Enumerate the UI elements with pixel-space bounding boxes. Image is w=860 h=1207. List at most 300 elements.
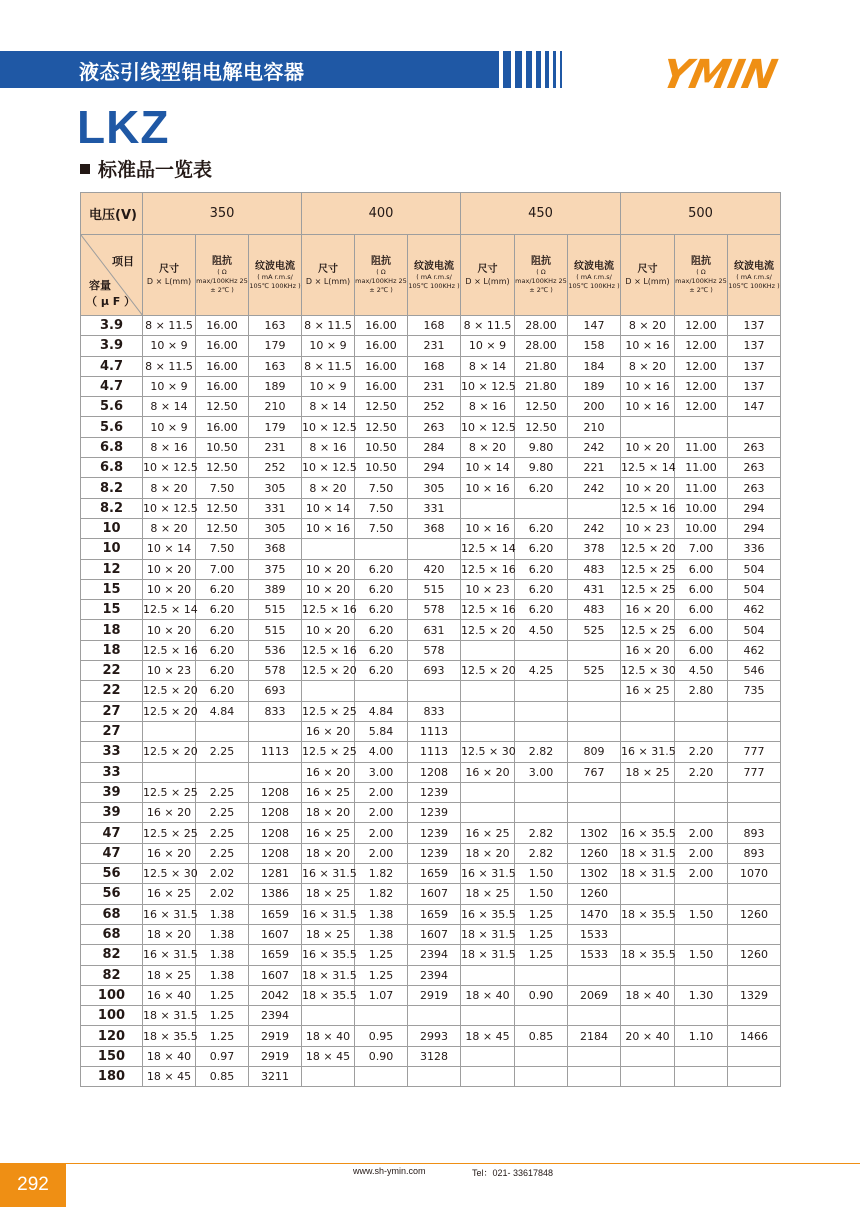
col-header-label: 尺寸 bbox=[477, 263, 498, 275]
ripple-cell: 3211 bbox=[249, 1066, 302, 1086]
ripple-cell bbox=[568, 782, 621, 802]
col-header-unit: ( mA r.m.s/ 105℃ 100KHz ) bbox=[408, 272, 460, 290]
impedance-cell: 1.25 bbox=[196, 985, 249, 1005]
size-cell: 16 × 20 bbox=[302, 721, 355, 741]
impedance-cell: 2.00 bbox=[355, 843, 408, 863]
capacitance-cell: 3.9 bbox=[81, 316, 143, 336]
impedance-cell: 6.20 bbox=[196, 681, 249, 701]
size-cell: 18 × 40 bbox=[621, 985, 675, 1005]
size-cell: 18 × 40 bbox=[461, 985, 515, 1005]
impedance-cell: 10.00 bbox=[675, 498, 728, 518]
impedance-cell: 16.00 bbox=[196, 417, 249, 437]
size-cell: 12.5 × 30 bbox=[621, 661, 675, 681]
impedance-cell: 0.85 bbox=[196, 1066, 249, 1086]
impedance-cell: 11.00 bbox=[675, 437, 728, 457]
size-cell: 8 × 20 bbox=[461, 437, 515, 457]
impedance-cell: 28.00 bbox=[515, 336, 568, 356]
spec-table-container bbox=[80, 192, 780, 1087]
table-row bbox=[81, 437, 781, 457]
impedance-cell bbox=[515, 681, 568, 701]
ripple-cell: 378 bbox=[568, 539, 621, 559]
impedance-cell: 4.50 bbox=[515, 620, 568, 640]
ripple-cell: 2069 bbox=[568, 985, 621, 1005]
impedance-cell: 12.00 bbox=[675, 316, 728, 336]
size-cell: 18 × 31.5 bbox=[621, 843, 675, 863]
capacitance-cell: 27 bbox=[81, 701, 143, 721]
ripple-cell: 1607 bbox=[408, 924, 461, 944]
impedance-cell: 1.38 bbox=[196, 945, 249, 965]
size-cell: 18 × 35.5 bbox=[621, 904, 675, 924]
ripple-cell: 137 bbox=[728, 336, 781, 356]
size-cell: 18 × 20 bbox=[302, 843, 355, 863]
impedance-cell bbox=[515, 498, 568, 518]
capacitance-cell: 82 bbox=[81, 945, 143, 965]
spec-table bbox=[80, 192, 781, 1087]
impedance-cell: 6.20 bbox=[196, 640, 249, 660]
ripple-cell: 1260 bbox=[568, 884, 621, 904]
impedance-cell: 16.00 bbox=[196, 316, 249, 336]
impedance-cell: 3.00 bbox=[515, 762, 568, 782]
size-cell: 16 × 31.5 bbox=[302, 904, 355, 924]
size-cell: 10 × 20 bbox=[302, 620, 355, 640]
capacitance-cell: 180 bbox=[81, 1066, 143, 1086]
col-header-ripple bbox=[568, 235, 621, 316]
impedance-cell: 1.38 bbox=[196, 924, 249, 944]
table-row bbox=[81, 498, 781, 518]
capacitance-cell: 68 bbox=[81, 904, 143, 924]
ripple-cell bbox=[568, 1046, 621, 1066]
size-cell bbox=[461, 1066, 515, 1086]
ripple-cell: 2394 bbox=[249, 1006, 302, 1026]
impedance-cell: 2.82 bbox=[515, 843, 568, 863]
impedance-cell bbox=[196, 762, 249, 782]
size-cell: 12.5 × 16 bbox=[621, 498, 675, 518]
ripple-cell: 833 bbox=[249, 701, 302, 721]
impedance-cell: 1.82 bbox=[355, 864, 408, 884]
size-cell: 12.5 × 25 bbox=[143, 782, 196, 802]
col-header-label: 尺寸 bbox=[637, 263, 658, 275]
impedance-cell: 12.00 bbox=[675, 397, 728, 417]
impedance-cell: 6.00 bbox=[675, 600, 728, 620]
size-cell: 18 × 31.5 bbox=[461, 924, 515, 944]
ripple-cell: 578 bbox=[408, 600, 461, 620]
table-row bbox=[81, 478, 781, 498]
size-cell: 18 × 25 bbox=[143, 965, 196, 985]
ripple-cell: 263 bbox=[728, 458, 781, 478]
size-cell bbox=[143, 721, 196, 741]
impedance-cell: 7.50 bbox=[196, 478, 249, 498]
col-header-label: 尺寸 bbox=[159, 263, 179, 275]
size-cell: 8 × 14 bbox=[143, 397, 196, 417]
impedance-cell: 1.50 bbox=[675, 904, 728, 924]
impedance-cell: 11.00 bbox=[675, 478, 728, 498]
ripple-cell bbox=[568, 1006, 621, 1026]
ripple-cell: 336 bbox=[728, 539, 781, 559]
impedance-cell bbox=[515, 701, 568, 721]
size-cell: 16 × 20 bbox=[302, 762, 355, 782]
capacitance-cell: 22 bbox=[81, 681, 143, 701]
impedance-cell bbox=[675, 1046, 728, 1066]
impedance-cell: 2.20 bbox=[675, 742, 728, 762]
impedance-cell bbox=[675, 1006, 728, 1026]
size-cell: 16 × 35.5 bbox=[461, 904, 515, 924]
impedance-cell: 2.02 bbox=[196, 884, 249, 904]
table-row bbox=[81, 742, 781, 762]
size-cell: 12.5 × 16 bbox=[302, 640, 355, 660]
table-row bbox=[81, 518, 781, 538]
capacitance-cell: 33 bbox=[81, 762, 143, 782]
col-header-size bbox=[461, 235, 515, 316]
impedance-cell bbox=[515, 721, 568, 741]
ripple-cell: 210 bbox=[249, 397, 302, 417]
size-cell: 18 × 45 bbox=[302, 1046, 355, 1066]
ripple-cell bbox=[728, 701, 781, 721]
col-header-ripple bbox=[728, 235, 781, 316]
ripple-cell: 462 bbox=[728, 600, 781, 620]
impedance-cell: 12.50 bbox=[196, 458, 249, 478]
ripple-cell: 2042 bbox=[249, 985, 302, 1005]
impedance-cell: 4.50 bbox=[675, 661, 728, 681]
ripple-cell: 389 bbox=[249, 579, 302, 599]
impedance-cell: 11.00 bbox=[675, 458, 728, 478]
impedance-cell: 21.80 bbox=[515, 356, 568, 376]
size-cell: 10 × 16 bbox=[461, 518, 515, 538]
size-cell bbox=[302, 681, 355, 701]
website-link[interactable]: www.sh-ymin.com bbox=[353, 1166, 426, 1176]
ripple-cell: 137 bbox=[728, 376, 781, 396]
impedance-cell: 6.20 bbox=[515, 559, 568, 579]
impedance-cell: 0.90 bbox=[355, 1046, 408, 1066]
table-row bbox=[81, 945, 781, 965]
size-cell: 12.5 × 14 bbox=[143, 600, 196, 620]
size-cell: 12.5 × 14 bbox=[621, 458, 675, 478]
ripple-cell: 631 bbox=[408, 620, 461, 640]
impedance-cell: 0.95 bbox=[355, 1026, 408, 1046]
col-header-unit: ( Ω max/100KHz 25 ± 2℃ ) bbox=[515, 268, 567, 294]
impedance-cell: 1.38 bbox=[196, 965, 249, 985]
ripple-cell bbox=[728, 721, 781, 741]
capacitance-cell: 4.7 bbox=[81, 376, 143, 396]
table-row bbox=[81, 397, 781, 417]
col-header-unit: D × L(mm) bbox=[625, 276, 670, 286]
col-header-unit: D × L(mm) bbox=[146, 276, 192, 286]
size-cell bbox=[302, 1066, 355, 1086]
size-cell: 16 × 25 bbox=[302, 823, 355, 843]
capacitance-cell: 3.9 bbox=[81, 336, 143, 356]
impedance-cell: 6.20 bbox=[355, 600, 408, 620]
size-cell: 12.5 × 25 bbox=[302, 742, 355, 762]
capacitance-cell: 150 bbox=[81, 1046, 143, 1066]
ripple-cell: 536 bbox=[249, 640, 302, 660]
capacitance-cell: 18 bbox=[81, 620, 143, 640]
impedance-cell: 21.80 bbox=[515, 376, 568, 396]
impedance-cell: 6.20 bbox=[196, 620, 249, 640]
ripple-cell: 294 bbox=[728, 518, 781, 538]
impedance-cell: 6.00 bbox=[675, 559, 728, 579]
impedance-cell: 2.20 bbox=[675, 762, 728, 782]
ripple-cell: 777 bbox=[728, 762, 781, 782]
size-cell: 18 × 20 bbox=[302, 803, 355, 823]
ripple-cell: 163 bbox=[249, 316, 302, 336]
impedance-cell: 1.25 bbox=[196, 1006, 249, 1026]
ripple-cell bbox=[568, 721, 621, 741]
ripple-cell: 1208 bbox=[249, 823, 302, 843]
ripple-cell: 1239 bbox=[408, 843, 461, 863]
table-row bbox=[81, 417, 781, 437]
impedance-cell bbox=[196, 721, 249, 741]
ripple-cell bbox=[728, 1006, 781, 1026]
voltage-350: 350 bbox=[143, 193, 302, 235]
impedance-cell bbox=[355, 1066, 408, 1086]
size-cell: 18 × 40 bbox=[143, 1046, 196, 1066]
size-cell: 10 × 16 bbox=[621, 336, 675, 356]
impedance-cell: 7.50 bbox=[196, 539, 249, 559]
size-cell bbox=[461, 640, 515, 660]
impedance-cell: 0.85 bbox=[515, 1026, 568, 1046]
ripple-cell: 168 bbox=[408, 356, 461, 376]
table-row bbox=[81, 336, 781, 356]
size-cell bbox=[461, 782, 515, 802]
ripple-cell: 893 bbox=[728, 823, 781, 843]
size-cell: 18 × 45 bbox=[461, 1026, 515, 1046]
ripple-cell: 184 bbox=[568, 356, 621, 376]
ripple-cell: 179 bbox=[249, 417, 302, 437]
ripple-cell: 231 bbox=[408, 376, 461, 396]
table-row bbox=[81, 924, 781, 944]
col-header-unit: ( Ω max/100KHz 25 ± 2℃ ) bbox=[675, 268, 727, 294]
section-heading bbox=[80, 155, 212, 182]
ripple-cell: 368 bbox=[249, 539, 302, 559]
impedance-cell: 7.00 bbox=[196, 559, 249, 579]
size-cell: 8 × 11.5 bbox=[302, 316, 355, 336]
impedance-cell: 9.80 bbox=[515, 437, 568, 457]
impedance-cell bbox=[675, 803, 728, 823]
size-cell: 10 × 12.5 bbox=[143, 458, 196, 478]
capacitance-cell: 68 bbox=[81, 924, 143, 944]
size-cell: 20 × 40 bbox=[621, 1026, 675, 1046]
impedance-cell: 1.25 bbox=[515, 904, 568, 924]
ripple-cell: 189 bbox=[249, 376, 302, 396]
size-cell: 12.5 × 25 bbox=[621, 559, 675, 579]
impedance-cell: 12.50 bbox=[355, 397, 408, 417]
col-header-size bbox=[621, 235, 675, 316]
ripple-cell: 221 bbox=[568, 458, 621, 478]
impedance-cell bbox=[675, 417, 728, 437]
impedance-cell: 5.84 bbox=[355, 721, 408, 741]
ripple-cell bbox=[568, 681, 621, 701]
voltage-header-row bbox=[81, 193, 781, 235]
table-row bbox=[81, 356, 781, 376]
ripple-cell: 1208 bbox=[249, 803, 302, 823]
capacitance-cell: 47 bbox=[81, 843, 143, 863]
impedance-cell bbox=[355, 539, 408, 559]
table-row bbox=[81, 904, 781, 924]
ripple-cell: 525 bbox=[568, 661, 621, 681]
size-cell: 18 × 25 bbox=[302, 924, 355, 944]
impedance-cell bbox=[675, 1066, 728, 1086]
impedance-cell: 6.00 bbox=[675, 579, 728, 599]
ripple-cell: 1239 bbox=[408, 823, 461, 843]
table-row bbox=[81, 965, 781, 985]
size-cell bbox=[621, 721, 675, 741]
ripple-cell: 1607 bbox=[249, 924, 302, 944]
table-row bbox=[81, 620, 781, 640]
impedance-cell: 16.00 bbox=[355, 376, 408, 396]
size-cell bbox=[143, 762, 196, 782]
impedance-cell: 1.38 bbox=[355, 924, 408, 944]
impedance-cell: 10.50 bbox=[196, 437, 249, 457]
table-row bbox=[81, 559, 781, 579]
ripple-cell: 263 bbox=[728, 437, 781, 457]
capacitance-cell: 5.6 bbox=[81, 397, 143, 417]
ripple-cell: 1533 bbox=[568, 945, 621, 965]
ripple-cell: 1533 bbox=[568, 924, 621, 944]
size-cell: 12.5 × 25 bbox=[143, 823, 196, 843]
table-row bbox=[81, 600, 781, 620]
impedance-cell bbox=[355, 681, 408, 701]
ripple-cell: 2919 bbox=[249, 1046, 302, 1066]
size-cell: 16 × 40 bbox=[143, 985, 196, 1005]
impedance-cell: 4.25 bbox=[515, 661, 568, 681]
size-cell bbox=[621, 701, 675, 721]
size-cell: 10 × 14 bbox=[143, 539, 196, 559]
ripple-cell bbox=[568, 701, 621, 721]
size-cell: 10 × 16 bbox=[302, 518, 355, 538]
size-cell: 16 × 31.5 bbox=[143, 904, 196, 924]
ripple-cell: 2184 bbox=[568, 1026, 621, 1046]
impedance-cell: 2.00 bbox=[355, 782, 408, 802]
impedance-cell: 2.25 bbox=[196, 843, 249, 863]
impedance-cell bbox=[515, 965, 568, 985]
ripple-cell bbox=[728, 1066, 781, 1086]
table-row bbox=[81, 762, 781, 782]
impedance-cell: 10.00 bbox=[675, 518, 728, 538]
size-cell: 10 × 9 bbox=[143, 376, 196, 396]
size-cell: 8 × 16 bbox=[461, 397, 515, 417]
impedance-cell: 6.20 bbox=[196, 579, 249, 599]
ripple-cell: 1607 bbox=[408, 884, 461, 904]
impedance-cell: 1.25 bbox=[355, 945, 408, 965]
col-header-impedance bbox=[196, 235, 249, 316]
size-cell bbox=[461, 965, 515, 985]
size-cell: 12.5 × 20 bbox=[143, 742, 196, 762]
size-cell: 16 × 20 bbox=[143, 843, 196, 863]
size-cell: 18 × 20 bbox=[143, 924, 196, 944]
ripple-cell: 294 bbox=[728, 498, 781, 518]
impedance-cell: 12.50 bbox=[196, 518, 249, 538]
size-cell: 10 × 14 bbox=[461, 458, 515, 478]
capacitance-cell: 10 bbox=[81, 518, 143, 538]
capacitance-cell: 100 bbox=[81, 985, 143, 1005]
size-cell: 12.5 × 16 bbox=[302, 600, 355, 620]
banner-stripes bbox=[490, 51, 566, 88]
impedance-cell: 6.20 bbox=[355, 559, 408, 579]
impedance-cell: 16.00 bbox=[196, 376, 249, 396]
ripple-cell: 833 bbox=[408, 701, 461, 721]
capacitance-cell: 47 bbox=[81, 823, 143, 843]
size-cell bbox=[621, 1046, 675, 1066]
ripple-cell: 483 bbox=[568, 559, 621, 579]
size-cell: 10 × 20 bbox=[621, 437, 675, 457]
square-bullet-icon bbox=[80, 164, 90, 174]
capacitance-cell: 15 bbox=[81, 600, 143, 620]
size-cell: 8 × 20 bbox=[621, 356, 675, 376]
ripple-cell: 2394 bbox=[408, 965, 461, 985]
ripple-cell: 1260 bbox=[568, 843, 621, 863]
capacitance-cell: 100 bbox=[81, 1006, 143, 1026]
size-cell: 10 × 9 bbox=[461, 336, 515, 356]
size-cell: 10 × 12.5 bbox=[461, 417, 515, 437]
size-cell bbox=[621, 1006, 675, 1026]
size-cell: 10 × 23 bbox=[143, 661, 196, 681]
impedance-cell: 12.00 bbox=[675, 336, 728, 356]
series-name: LKZ bbox=[77, 101, 170, 153]
size-cell: 18 × 25 bbox=[302, 884, 355, 904]
ripple-cell: 168 bbox=[408, 316, 461, 336]
size-cell: 10 × 9 bbox=[302, 336, 355, 356]
table-row bbox=[81, 1026, 781, 1046]
size-cell bbox=[461, 803, 515, 823]
size-cell: 16 × 35.5 bbox=[621, 823, 675, 843]
impedance-cell: 12.50 bbox=[355, 417, 408, 437]
col-header-unit: ( mA r.m.s/ 105℃ 100KHz ) bbox=[249, 272, 301, 290]
impedance-cell: 12.50 bbox=[515, 417, 568, 437]
size-cell: 10 × 20 bbox=[302, 579, 355, 599]
capacitance-cell: 56 bbox=[81, 884, 143, 904]
size-cell: 18 × 45 bbox=[143, 1066, 196, 1086]
impedance-cell: 6.20 bbox=[355, 620, 408, 640]
size-cell: 12.5 × 30 bbox=[143, 864, 196, 884]
impedance-cell: 7.50 bbox=[355, 478, 408, 498]
impedance-cell: 0.97 bbox=[196, 1046, 249, 1066]
size-cell: 10 × 9 bbox=[143, 417, 196, 437]
impedance-cell: 16.00 bbox=[355, 356, 408, 376]
capacitance-cell: 6.8 bbox=[81, 437, 143, 457]
impedance-cell: 6.20 bbox=[515, 579, 568, 599]
impedance-cell: 2.82 bbox=[515, 823, 568, 843]
size-cell: 16 × 31.5 bbox=[621, 742, 675, 762]
col-header-unit: D × L(mm) bbox=[465, 276, 510, 286]
impedance-cell: 16.00 bbox=[355, 336, 408, 356]
size-cell: 18 × 31.5 bbox=[621, 864, 675, 884]
impedance-cell: 6.00 bbox=[675, 640, 728, 660]
corner-item-label: 项目 bbox=[112, 255, 134, 268]
impedance-cell: 6.00 bbox=[675, 620, 728, 640]
impedance-cell: 1.25 bbox=[355, 965, 408, 985]
impedance-cell: 2.82 bbox=[515, 742, 568, 762]
brand-logo: YMIN bbox=[657, 52, 781, 98]
impedance-cell: 4.00 bbox=[355, 742, 408, 762]
impedance-cell: 9.80 bbox=[515, 458, 568, 478]
impedance-cell bbox=[515, 803, 568, 823]
impedance-cell: 6.20 bbox=[355, 579, 408, 599]
size-cell: 12.5 × 16 bbox=[143, 640, 196, 660]
impedance-cell: 6.20 bbox=[196, 661, 249, 681]
ripple-cell: 1607 bbox=[249, 965, 302, 985]
col-header-unit: ( mA r.m.s/ 105℃ 100KHz ) bbox=[728, 272, 780, 290]
ripple-cell: 1208 bbox=[408, 762, 461, 782]
ripple-cell: 1659 bbox=[249, 904, 302, 924]
impedance-cell: 1.30 bbox=[675, 985, 728, 1005]
ripple-cell: 809 bbox=[568, 742, 621, 762]
size-cell: 10 × 16 bbox=[621, 397, 675, 417]
size-cell bbox=[461, 1006, 515, 1026]
table-row bbox=[81, 640, 781, 660]
ripple-cell: 163 bbox=[249, 356, 302, 376]
ripple-cell: 284 bbox=[408, 437, 461, 457]
size-cell bbox=[621, 1066, 675, 1086]
ripple-cell: 375 bbox=[249, 559, 302, 579]
